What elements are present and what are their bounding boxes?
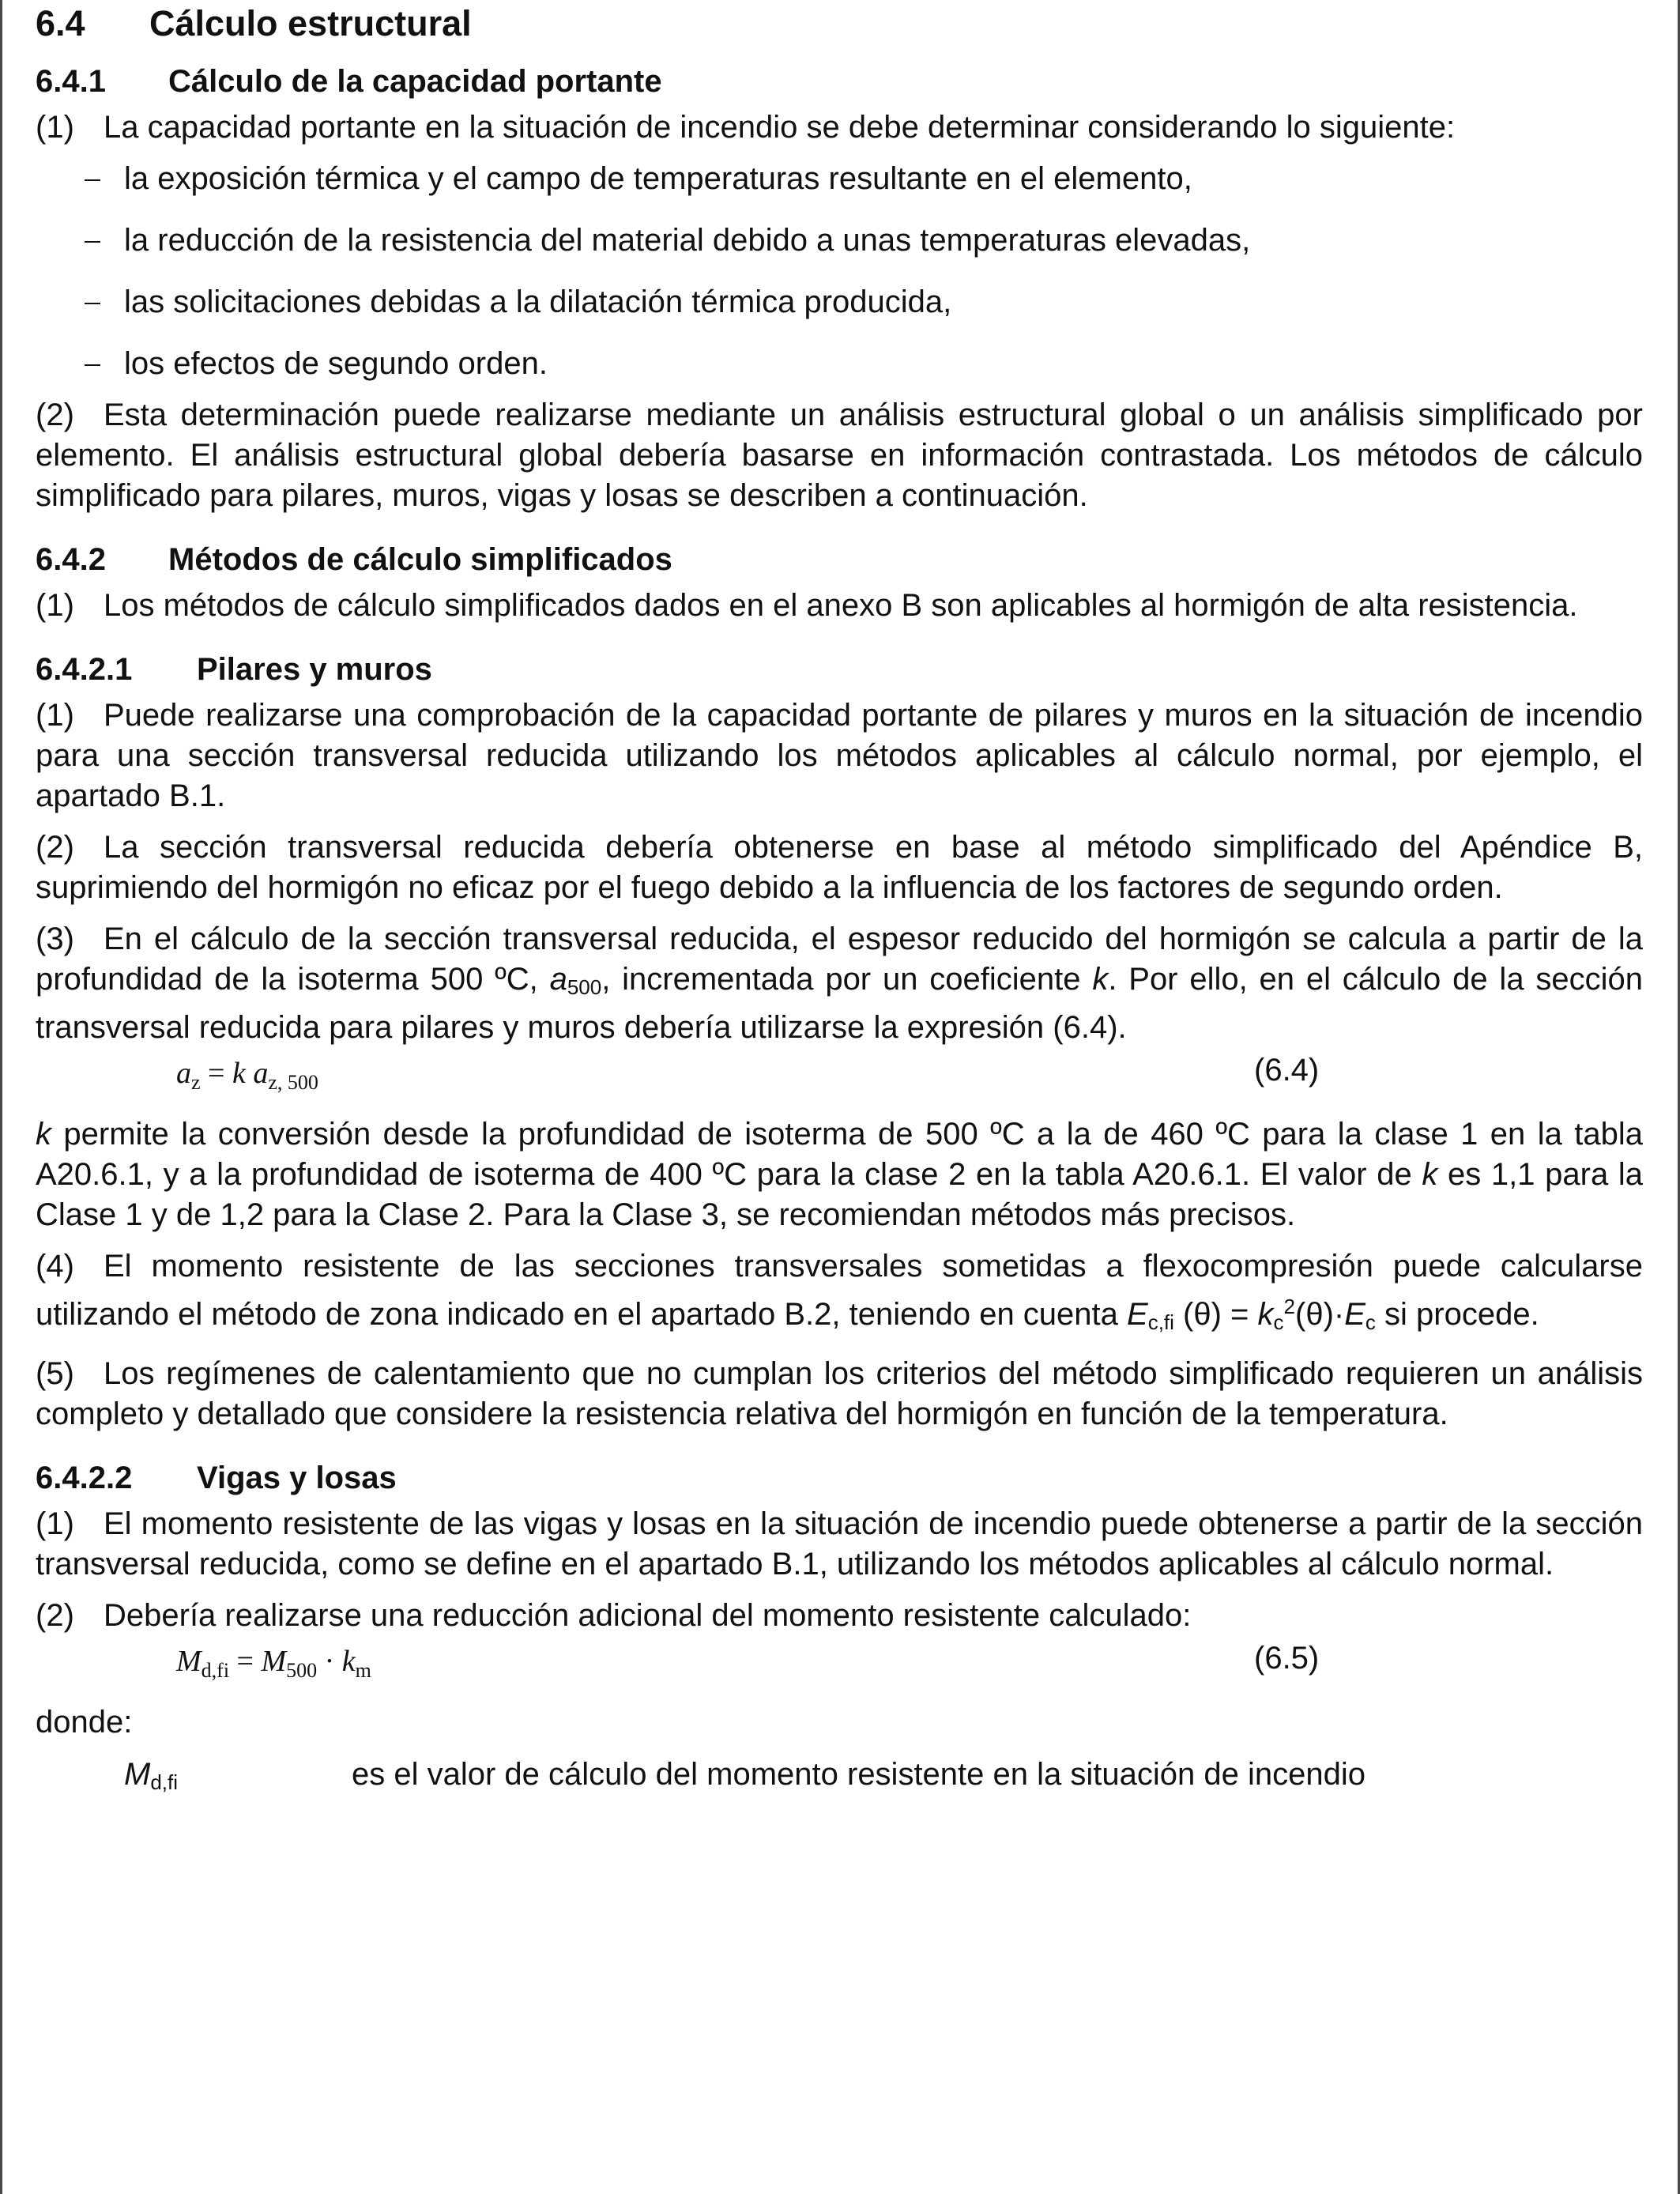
paragraph-6-4-2-1-1 — [36, 696, 1643, 816]
paragraph-text: Esta determinación puede realizarse mediante un análisis estructural global o un análisis simplificado por elemento. El análisis estructural global debería basarse en información contrastada. Los métodos de cálculo simplificado para pilares, muros, vigas y losas se describen a continuación. — [36, 398, 1643, 513]
equation-number: (6.5) — [1254, 1641, 1320, 1676]
list-item: las solicitaciones debidas a la dilatación térmica producida, — [124, 285, 952, 319]
symbol-definition-row — [36, 1754, 1643, 1798]
section-title: Pilares y muros — [197, 652, 432, 687]
consideration-list — [36, 159, 1643, 384]
symbol: $M_{d,fi}$ — [124, 1757, 179, 1794]
paragraph-number: (1) — [36, 1506, 74, 1541]
paragraph-text: La sección transversal reducida debería obtenerse en base al método simplificado del Apéndice B, suprimiendo del hormigón no eficaz por el fuego debido a la influencia de los factores de segundo orden. — [36, 830, 1643, 905]
paragraph-text: Los métodos de cálculo simplificados dados en el anexo B son aplicables al hormigón de alta resistencia. — [104, 588, 1578, 623]
paragraph-6-4-1-1 — [36, 107, 1643, 148]
paragraph-number: (2) — [36, 398, 74, 432]
section-number: 6.4.2.2 — [36, 1461, 133, 1495]
section-heading-6-4-1 — [36, 62, 1643, 101]
paragraph-number: (5) — [36, 1356, 74, 1391]
paragraph-text: Puede realizarse una comprobación de la capacidad portante de pilares y muros en la situación de incendio para una sección transversal reducida utilizando los métodos aplicables al cálculo normal, por ejemplo, el apartado B.1. — [36, 698, 1643, 813]
paragraph-6-4-2-2-2 — [36, 1596, 1643, 1636]
section-title: Vigas y losas — [197, 1461, 397, 1495]
section-heading-6-4-2-1 — [36, 650, 1643, 689]
list-item: los efectos de segundo orden. — [124, 346, 548, 381]
paragraph-6-4-2-1-5 — [36, 1354, 1643, 1434]
paragraph-number: (3) — [36, 922, 74, 956]
section-title: Métodos de cálculo simplificados — [168, 542, 672, 577]
section-number: 6.4.2.1 — [36, 652, 133, 687]
paragraph-k-definition: k permite la conversión desde la profundidad de isoterma de 500 ºC a la de 460 ºC para la clase 1 en la tabla A20.6.1, y a la profundidad de isoterma de 400 ºC para la clase 2 en la tabla A20.6.1. El valor de k es 1,1 para la Clase 1 y de 1,2 para la Clase 2. Para la Clase 3, se recomiendan métodos más precisos. — [36, 1117, 1643, 1232]
paragraph-6-4-2-1-4: (4) El momento resistente de las secciones transversales sometidas a flexocompresión puede calcularse utilizando el método de zona indicado en el apartado B.2, teniendo en cuenta $E_{c,fi}$ $(\theta) = k_c^2(\theta)\cdot E_c$ si procede. — [36, 1246, 1643, 1343]
list-item: la reducción de la resistencia del material debido a unas temperaturas elevadas, — [124, 223, 1251, 258]
paragraph-6-4-1-2 — [36, 395, 1643, 516]
paragraph-number: (2) — [36, 1598, 74, 1633]
paragraph-text: El momento resistente de las vigas y losas en la situación de incendio puede obtenerse a partir de la sección transversal reducida, como se define en el apartado B.1, utilizando los métodos aplicables al cálculo normal. — [36, 1506, 1643, 1581]
equation-6-4 — [36, 1051, 1643, 1099]
symbol-definition: es el valor de cálculo del momento resistente en la situación de incendio — [352, 1757, 1365, 1792]
paragraph-text: Debería realizarse una reducción adicional del momento resistente calculado: — [104, 1598, 1192, 1633]
equation-number: (6.4) — [1254, 1053, 1320, 1088]
paragraph-text: Los regímenes de calentamiento que no cumplan los criterios del método simplificado requieren un análisis completo y detallado que considere la resistencia relativa del hormigón en función de la temperatura. — [36, 1356, 1643, 1431]
section-number: 6.4.1 — [36, 64, 106, 99]
section-heading-6-4-2-2 — [36, 1458, 1643, 1498]
paragraph-6-4-2-1-2 — [36, 827, 1643, 908]
section-title: Cálculo estructural — [149, 3, 472, 43]
equation-expression: $M_{d,fi} = M_{500} \cdot k_m$ — [176, 1645, 371, 1682]
section-number: 6.4 — [36, 3, 85, 43]
paragraph-6-4-2-1-3: (3) En el cálculo de la sección transversal reducida, el espesor reducido del hormigón se calcula a partir de la profundidad de la isoterma 500 ºC, $a_{500}$, incrementada por un coeficiente k. Por ello, en el cálculo de la sección transversal reducida para pilares y muros debería utilizarse la expresión (6.4). — [36, 919, 1643, 1048]
section-heading-6-4 — [36, 0, 1643, 46]
donde-label: donde: — [36, 1705, 133, 1740]
section-heading-6-4-2 — [36, 540, 1643, 579]
paragraph-text: La capacidad portante en la situación de incendio se debe determinar considerando lo siguiente: — [104, 110, 1456, 145]
equation-expression: $a_z = k$ $a_{z, 500}$ — [176, 1057, 318, 1094]
paragraph-6-4-2-2-1 — [36, 1504, 1643, 1585]
paragraph-number: (4) — [36, 1249, 74, 1284]
section-number: 6.4.2 — [36, 542, 106, 577]
paragraph-6-4-2-1 — [36, 586, 1643, 626]
paragraph-number: (1) — [36, 698, 74, 733]
paragraph-number: (2) — [36, 830, 74, 865]
equation-6-5 — [36, 1639, 1643, 1687]
list-item: la exposición térmica y el campo de temperaturas resultante en el elemento, — [124, 161, 1192, 196]
paragraph-number: (1) — [36, 588, 74, 623]
paragraph-number: (1) — [36, 110, 74, 145]
section-title: Cálculo de la capacidad portante — [168, 64, 662, 99]
